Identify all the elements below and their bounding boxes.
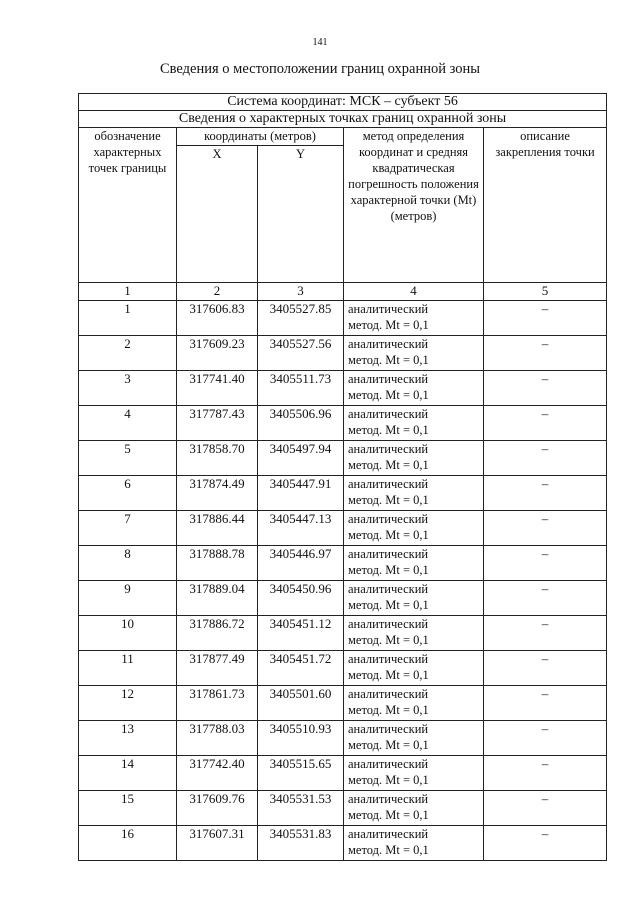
method-line-1: аналитический: [348, 617, 429, 631]
method-cell: [344, 336, 484, 371]
x-coordinate-cell: 317609.23: [177, 336, 258, 371]
method-line-1: аналитический: [348, 337, 429, 351]
method-cell: [344, 581, 484, 616]
table-system-row: [79, 94, 607, 111]
point-number-cell: 6: [79, 476, 177, 511]
description-cell: –: [484, 581, 607, 616]
description-cell: –: [484, 546, 607, 581]
method-cell: [344, 791, 484, 826]
y-coordinate-cell: 3405497.94: [258, 441, 344, 476]
y-coordinate-cell: 3405501.60: [258, 686, 344, 721]
x-coordinate-cell: 317606.83: [177, 301, 258, 336]
point-number-cell: 8: [79, 546, 177, 581]
method-line-1: аналитический: [348, 477, 429, 491]
method-cell: [344, 651, 484, 686]
point-number-cell: 1: [79, 301, 177, 336]
method-cell: [344, 371, 484, 406]
document-title: Сведения о местоположении границ охранной зоны: [159, 61, 480, 77]
description-cell: –: [484, 721, 607, 756]
method-cell: [344, 511, 484, 546]
method-line-2: метод. Mt = 0,1: [348, 808, 429, 822]
x-coordinate-cell: 317886.44: [177, 511, 258, 546]
y-coordinate-cell: 3405446.97: [258, 546, 344, 581]
method-line-1: аналитический: [348, 407, 429, 421]
y-coordinate-cell: 3405531.53: [258, 791, 344, 826]
x-coordinate-cell: 317877.49: [177, 651, 258, 686]
method-cell: [344, 616, 484, 651]
point-number-cell: 11: [79, 651, 177, 686]
method-line-2: метод. Mt = 0,1: [348, 388, 429, 402]
y-coordinate-cell: 3405527.56: [258, 336, 344, 371]
description-cell: –: [484, 511, 607, 546]
y-coordinate-cell: 3405531.83: [258, 826, 344, 861]
table-row: [79, 791, 607, 826]
header-method-label: метод определения координат и средняя квадратическая погрешность положения характерной точки (Mt) (метров): [344, 128, 484, 283]
method-line-2: метод. Mt = 0,1: [348, 738, 429, 752]
point-number-cell: 2: [79, 336, 177, 371]
table-row: [79, 546, 607, 581]
method-line-1: аналитический: [348, 442, 429, 456]
table-row: [79, 336, 607, 371]
x-coordinate-cell: 317888.78: [177, 546, 258, 581]
y-coordinate-cell: 3405506.96: [258, 406, 344, 441]
method-line-2: метод. Mt = 0,1: [348, 318, 429, 332]
x-coordinate-cell: 317741.40: [177, 371, 258, 406]
table-row: [79, 721, 607, 756]
method-line-2: метод. Mt = 0,1: [348, 598, 429, 612]
header-desc-label: описание закрепления точки: [484, 128, 607, 283]
method-line-2: метод. Mt = 0,1: [348, 668, 429, 682]
table-row: [79, 581, 607, 616]
method-line-2: метод. Mt = 0,1: [348, 353, 429, 367]
method-cell: [344, 546, 484, 581]
table-caption-row: [79, 111, 607, 128]
description-cell: –: [484, 371, 607, 406]
header-point-label: обозначение характерных точек границы: [79, 128, 177, 283]
method-line-1: аналитический: [348, 302, 429, 316]
x-coordinate-cell: 317742.40: [177, 756, 258, 791]
x-coordinate-cell: 317607.31: [177, 826, 258, 861]
method-cell: [344, 756, 484, 791]
header-coords-label: координаты (метров): [177, 128, 344, 146]
point-number-cell: 14: [79, 756, 177, 791]
column-number: 5: [484, 283, 607, 301]
table-row: [79, 616, 607, 651]
method-line-2: метод. Mt = 0,1: [348, 458, 429, 472]
point-number-cell: 4: [79, 406, 177, 441]
method-line-1: аналитический: [348, 757, 429, 771]
coordinate-system: Система координат: МСК – субъект 56: [79, 94, 607, 111]
method-line-2: метод. Mt = 0,1: [348, 423, 429, 437]
method-line-1: аналитический: [348, 512, 429, 526]
description-cell: –: [484, 686, 607, 721]
table-row: [79, 651, 607, 686]
description-cell: –: [484, 406, 607, 441]
description-cell: –: [484, 756, 607, 791]
coordinates-table: [78, 93, 607, 861]
table-row: [79, 826, 607, 861]
method-line-2: метод. Mt = 0,1: [348, 493, 429, 507]
y-coordinate-cell: 3405447.91: [258, 476, 344, 511]
point-number-cell: 7: [79, 511, 177, 546]
header-x-label: X: [177, 146, 258, 283]
y-coordinate-cell: 3405510.93: [258, 721, 344, 756]
description-cell: –: [484, 441, 607, 476]
description-cell: –: [484, 826, 607, 861]
table-row: [79, 406, 607, 441]
header-y-label: Y: [258, 146, 344, 283]
method-line-1: аналитический: [348, 372, 429, 386]
column-number: 2: [177, 283, 258, 301]
method-line-1: аналитический: [348, 547, 429, 561]
method-cell: [344, 721, 484, 756]
x-coordinate-cell: 317886.72: [177, 616, 258, 651]
method-line-1: аналитический: [348, 827, 429, 841]
point-number-cell: 15: [79, 791, 177, 826]
method-line-2: метод. Mt = 0,1: [348, 703, 429, 717]
x-coordinate-cell: 317874.49: [177, 476, 258, 511]
point-number-cell: 12: [79, 686, 177, 721]
method-cell: [344, 441, 484, 476]
x-coordinate-cell: 317787.43: [177, 406, 258, 441]
y-coordinate-cell: 3405447.13: [258, 511, 344, 546]
method-line-1: аналитический: [348, 652, 429, 666]
point-number-cell: 10: [79, 616, 177, 651]
table-row: [79, 301, 607, 336]
method-line-1: аналитический: [348, 582, 429, 596]
table-caption: Сведения о характерных точках границ охранной зоны: [79, 111, 607, 128]
method-line-1: аналитический: [348, 792, 429, 806]
point-number-cell: 9: [79, 581, 177, 616]
method-cell: [344, 686, 484, 721]
x-coordinate-cell: 317861.73: [177, 686, 258, 721]
column-number: 3: [258, 283, 344, 301]
page-number: 141: [312, 37, 328, 48]
method-cell: [344, 476, 484, 511]
x-coordinate-cell: 317788.03: [177, 721, 258, 756]
table-row: [79, 441, 607, 476]
method-line-2: метод. Mt = 0,1: [348, 528, 429, 542]
description-cell: –: [484, 301, 607, 336]
method-cell: [344, 826, 484, 861]
x-coordinate-cell: 317609.76: [177, 791, 258, 826]
y-coordinate-cell: 3405451.72: [258, 651, 344, 686]
point-number-cell: 3: [79, 371, 177, 406]
y-coordinate-cell: 3405515.65: [258, 756, 344, 791]
x-coordinate-cell: 317858.70: [177, 441, 258, 476]
method-cell: [344, 406, 484, 441]
point-number-cell: 5: [79, 441, 177, 476]
method-cell: [344, 301, 484, 336]
table-row: [79, 686, 607, 721]
method-line-1: аналитический: [348, 722, 429, 736]
y-coordinate-cell: 3405527.85: [258, 301, 344, 336]
column-number: 1: [79, 283, 177, 301]
y-coordinate-cell: 3405451.12: [258, 616, 344, 651]
table-row: [79, 371, 607, 406]
column-number-row: [79, 283, 607, 301]
method-line-2: метод. Mt = 0,1: [348, 633, 429, 647]
method-line-2: метод. Mt = 0,1: [348, 563, 429, 577]
point-number-cell: 13: [79, 721, 177, 756]
method-line-2: метод. Mt = 0,1: [348, 773, 429, 787]
y-coordinate-cell: 3405450.96: [258, 581, 344, 616]
point-number-cell: 16: [79, 826, 177, 861]
description-cell: –: [484, 651, 607, 686]
table-row: [79, 476, 607, 511]
description-cell: –: [484, 336, 607, 371]
description-cell: –: [484, 616, 607, 651]
description-cell: –: [484, 476, 607, 511]
x-coordinate-cell: 317889.04: [177, 581, 258, 616]
description-cell: –: [484, 791, 607, 826]
header-row: [79, 128, 607, 146]
method-line-1: аналитический: [348, 687, 429, 701]
column-number: 4: [344, 283, 484, 301]
table-row: [79, 511, 607, 546]
method-line-2: метод. Mt = 0,1: [348, 843, 429, 857]
y-coordinate-cell: 3405511.73: [258, 371, 344, 406]
table-row: [79, 756, 607, 791]
